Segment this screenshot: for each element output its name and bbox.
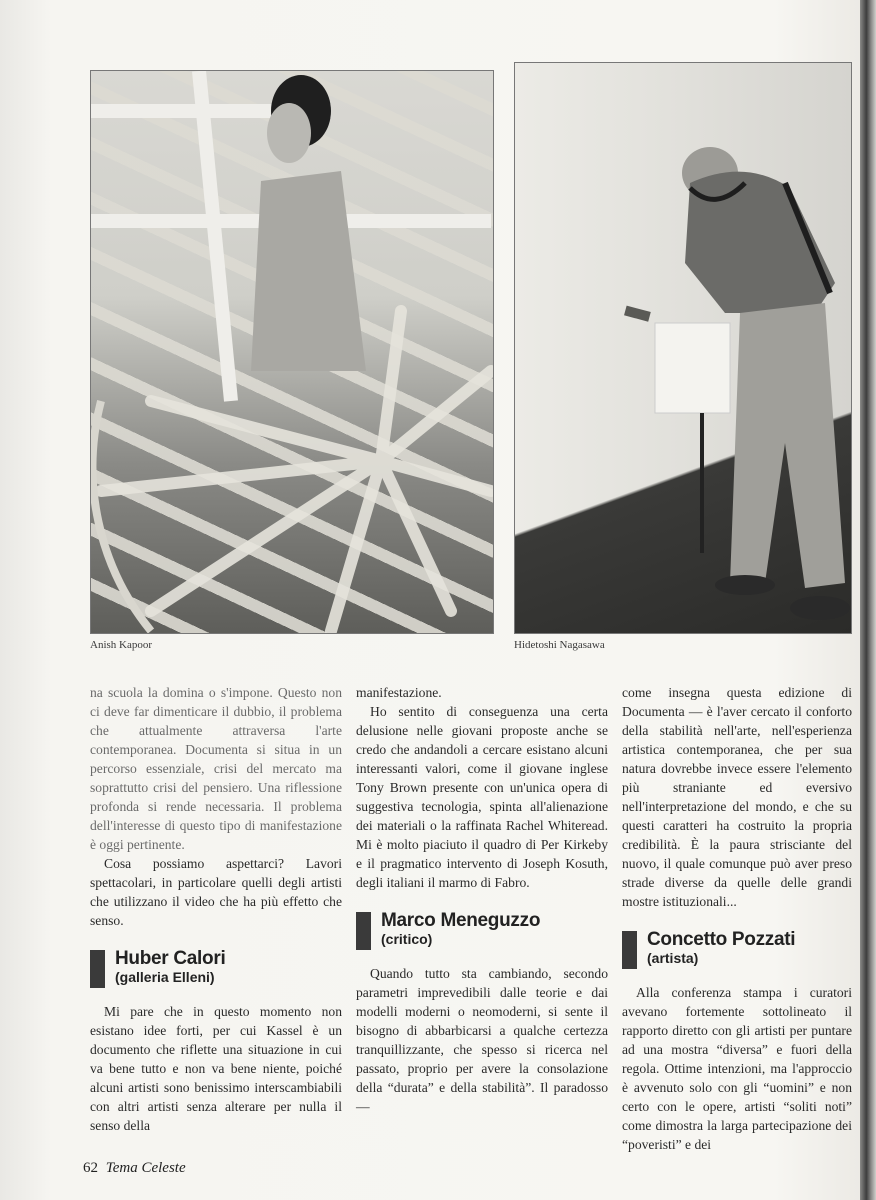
section-heading-huber-calori bbox=[90, 948, 342, 988]
magazine-title: Tema Celeste bbox=[105, 1160, 186, 1176]
section-heading-marco-meneguzzo bbox=[356, 910, 608, 950]
interviewee-name: Concetto Pozzati bbox=[647, 929, 796, 950]
photo-caption: Hidetoshi Nagasawa bbox=[514, 639, 605, 651]
heading-marker-block bbox=[622, 931, 637, 969]
paragraph: Alla conferenza stampa i curatori avevano fortemente sottolineato il rapporto diretto con gli artisti per puntare ad una mostra “diversa” e fuori della regola. Ottime intenzioni, ma l'approccio è avvenuto solo con gli “uomini” e non certo con le opere, artisti “soliti noti” come dimostra la larga partecipazione dei “poveristi” e dei bbox=[622, 985, 852, 1152]
interviewee-role: (critico) bbox=[381, 931, 433, 947]
artist-painting-graphic bbox=[515, 63, 851, 633]
photo-hidetoshi-nagasawa bbox=[514, 62, 852, 634]
paragraph: Ho sentito di conseguenza una certa delusione nelle giovani proposte anche se credo che andandoli a cercare esistano alcuni interessanti valori, come il giovane inglese Tony Brown presente con un'unica opera di suggestiva tecnologia, spinta all'alienazione dei materiali o la raffinata Rachel Whiteread. Mi è molto piaciuto il quadro di Per Kirkeby e il pragmatico intervento di Joseph Kosuth, degli italiani il marmo di Fabro. bbox=[356, 704, 608, 890]
paragraph: come insegna questa edizione di Documenta — è l'aver cercato il conforto della stabilità nell'arte, nell'esperienza artistica contemporanea, che per sua natura dovrebbe invece essere l'elemento più straniante ed eversivo nell'interpretazione del mondo, e che su questi caratteri ha costruito la propria credibilità. È la paura strisciante del nuovo, il quale comunque può aver preso strade diverse da quelle delle grandi mostre istituzionali... bbox=[622, 685, 852, 909]
paragraph: Cosa possiamo aspettarci? Lavori spettacolari, in particolare quelli degli artisti che utilizzano il video che ha più effetto che senso. bbox=[90, 856, 342, 928]
photo-anish-kapoor bbox=[90, 70, 494, 634]
heading-marker-block bbox=[356, 912, 371, 950]
interviewee-name: Huber Calori bbox=[115, 948, 226, 969]
interviewee-role: (galleria Elleni) bbox=[115, 969, 215, 985]
paragraph: Mi pare che in questo momento non esistano idee forti, per cui Kassel è un documento che riflette una situazione in cui va bene tutto e non va bene niente, poiché alcuni artisti sono benissimo interscambiabili con altri artisti senza alterare per nulla il senso della bbox=[90, 1004, 342, 1133]
page-number: 62 bbox=[83, 1160, 98, 1176]
article-column-1 bbox=[90, 683, 342, 1153]
page-footer bbox=[83, 1160, 186, 1177]
paragraph: Quando tutto sta cambiando, secondo parametri imprevedibili dalle teorie e dai modelli moderni o neomoderni, si sente il bisogno di abbarbicarsi a qualche certezza tranquillizzante, che spesso si ricerca nel passato, proprio per avere la consolazione della “durata” e della stabilità”. Il paradosso — bbox=[356, 966, 608, 1114]
interviewee-role: (artista) bbox=[647, 950, 699, 966]
paragraph: na scuola la domina o s'impone. Questo non ci deve far dimenticare il dubbio, il problema che attualmente attraversa l'arte contemporanea. Documenta si situa in un percorso essenziale, crisi del mercato ma soprattutto crisi del pensiero. Una riflessione profonda si rende necessaria. Il problema dell'interesse di questo tipo di manifestazione è oggi pertinente. bbox=[90, 685, 342, 852]
paragraph: manifestazione. bbox=[356, 685, 442, 700]
photo-caption: Anish Kapoor bbox=[90, 639, 153, 651]
binding-edge bbox=[860, 0, 876, 1200]
article-column-3 bbox=[622, 683, 852, 1153]
interviewee-name: Marco Meneguzzo bbox=[381, 910, 541, 931]
article-column-2 bbox=[356, 683, 608, 1153]
wheel-sculpture-graphic bbox=[91, 71, 493, 633]
heading-marker-block bbox=[90, 950, 105, 988]
section-heading-concetto-pozzati bbox=[622, 929, 852, 969]
